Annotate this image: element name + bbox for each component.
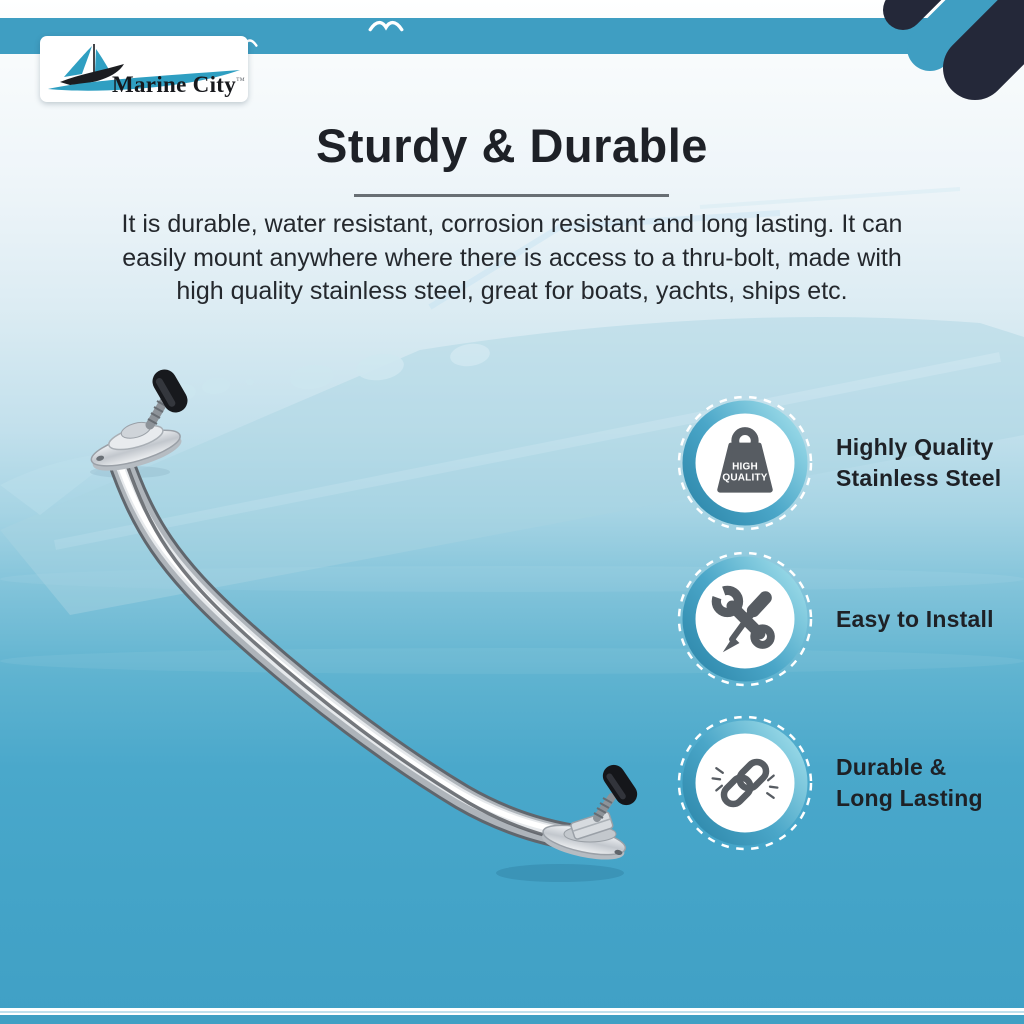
feature-label xyxy=(836,752,983,814)
product-description xyxy=(0,208,1024,309)
feature-label xyxy=(836,432,1001,494)
bottom-teal-band xyxy=(0,1015,1024,1024)
description-line: It is durable, water resistant, corrosion resistant and long lasting. It can xyxy=(121,210,903,238)
left-mount-flange xyxy=(85,365,192,478)
feature-label-line: Stainless Steel xyxy=(836,465,1002,491)
title-underline xyxy=(354,194,669,197)
chain-link-icon xyxy=(676,714,814,852)
trademark-symbol: ™ xyxy=(236,75,246,86)
feature-label-line: Easy to Install xyxy=(836,605,994,632)
brand-logo xyxy=(40,36,248,102)
feature-badge xyxy=(676,550,814,688)
feature-label-line: Long Lasting xyxy=(836,785,983,811)
left-stud-cap xyxy=(148,365,192,417)
feature-easy-install xyxy=(676,550,994,688)
feature-durable xyxy=(676,714,983,852)
badge-caption: HIGH QUALITY xyxy=(722,461,768,484)
brand-name-text: Marine City xyxy=(112,72,237,97)
page-title: Sturdy & Durable xyxy=(316,119,708,172)
right-mount-flange xyxy=(540,761,642,866)
brand-name xyxy=(112,72,245,98)
feature-badge xyxy=(676,714,814,852)
description-line: easily mount anywhere where there is access to a thru-bolt, made with xyxy=(122,243,902,272)
bottom-white-stripe xyxy=(0,1008,1024,1015)
feature-highly-quality xyxy=(676,394,1001,532)
tools-icon xyxy=(676,550,814,688)
seagull-icon xyxy=(368,15,404,33)
bottom-thin-line xyxy=(0,1011,1024,1013)
feature-label-line: Durable & xyxy=(836,754,947,780)
feature-label-line: Highly Quality xyxy=(836,434,994,460)
feature-badge xyxy=(676,394,814,532)
product-shadow xyxy=(496,864,624,882)
description-line: high quality stainless steel, great for boats, yachts, ships etc. xyxy=(176,277,848,305)
feature-label xyxy=(836,604,994,635)
right-stud-cap xyxy=(599,761,642,810)
